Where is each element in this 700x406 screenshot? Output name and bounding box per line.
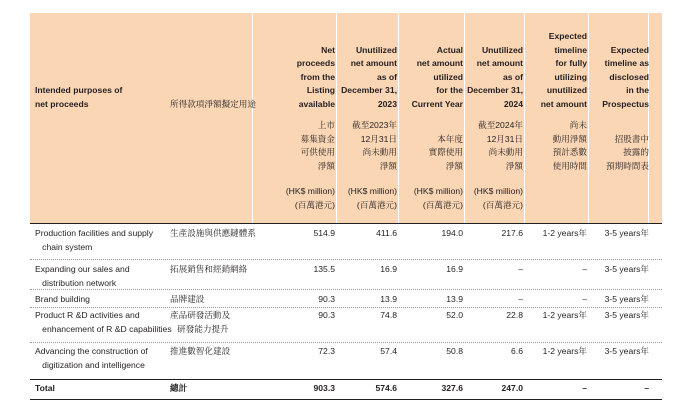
table-row-net-proceeds: 135.5 <box>313 264 335 274</box>
table-row-prospectus-timeline: 3-5 years年 <box>604 310 649 320</box>
table-row-expected-timeline: 1-2 years年 <box>542 310 587 320</box>
total-actual-utilized: 327.6 <box>441 383 463 393</box>
table-row-purpose-zh: 產品研發活動及 研發能力提升 <box>170 310 231 334</box>
header-unutilized-2024-en: Unutilized net amount as of December 31, 2024 <box>467 44 523 109</box>
table-row-expected-timeline: 1-2 years年 <box>542 228 587 238</box>
table-row-expected-timeline: – <box>582 294 587 304</box>
header-column-separator <box>336 13 337 223</box>
table-row-unutilized-2024: – <box>518 264 523 274</box>
header-column-separator <box>588 13 589 223</box>
table-row-unutilized-2023: 16.9 <box>380 264 397 274</box>
table-row-purpose-zh: 品牌建設 <box>170 294 205 304</box>
row-divider <box>30 259 662 260</box>
header-prospectus-timeline-en: Expected timeline as disclosed in the Prospectus <box>602 44 649 109</box>
header-net-proceeds-zh: 上市 募集資金 可供使用 淨額 <box>300 120 335 171</box>
total-top-rule <box>30 379 662 380</box>
header-unutilized-2023-unit: (HK$ million) (百萬港元) <box>347 186 397 210</box>
header-prospectus-timeline-zh: 招股書中 披露的 預期時間表 <box>606 133 649 171</box>
table-row-prospectus-timeline: 3-5 years年 <box>604 228 649 238</box>
table-row-net-proceeds: 90.3 <box>318 294 335 304</box>
table-row-prospectus-timeline: 3-5 years年 <box>604 346 649 356</box>
table-row-actual-utilized: 13.9 <box>446 294 463 304</box>
table-row-prospectus-timeline: 3-5 years年 <box>604 264 649 274</box>
header-expected-timeline-en: Expected timeline for fully utilizing unutilized net amount <box>540 31 587 109</box>
header-unutilized-2024-zh: 截至2024年 12月31日 尚未動用 淨額 <box>478 120 523 171</box>
table-row-unutilized-2023: 74.8 <box>380 310 397 320</box>
total-unutilized-2023: 574.6 <box>375 383 397 393</box>
header-net-proceeds-unit: (HK$ million) (百萬港元) <box>285 186 335 210</box>
table-row-actual-utilized: 52.0 <box>446 310 463 320</box>
header-column-separator <box>464 13 465 223</box>
header-actual-utilized-zh: 本年度 實際使用 淨額 <box>428 133 463 171</box>
header-net-proceeds-en: Net proceeds from the Listing available <box>296 44 335 109</box>
table-row-purpose-zh: 推進數智化建設 <box>170 346 231 356</box>
table-row-purpose-zh: 生產設施與供應鏈體系 <box>170 228 256 238</box>
header-column-separator <box>524 13 525 223</box>
table-row-unutilized-2023: 57.4 <box>380 346 397 356</box>
table-row-purpose-zh: 拓展銷售和經銷網絡 <box>170 264 248 274</box>
total-prospectus-timeline: – <box>644 383 649 393</box>
row-divider <box>30 289 662 290</box>
total-bottom-rule <box>30 399 662 400</box>
table-row-unutilized-2024: 6.6 <box>511 346 523 356</box>
table-row-net-proceeds: 514.9 <box>313 228 335 238</box>
table-row-unutilized-2023: 411.6 <box>376 228 397 238</box>
header-unutilized-2023-en: Unutilized net amount as of December 31, 2023 <box>341 44 397 109</box>
table-row-purpose-en: Advancing the construction of digitization and intelligence <box>35 346 148 370</box>
table-row-purpose-en: Expanding our sales and distribution network <box>35 264 130 288</box>
header-column-separator <box>398 13 399 223</box>
table-row-actual-utilized: 194.0 <box>441 228 463 238</box>
table-row-expected-timeline: – <box>582 264 587 274</box>
table-row-unutilized-2023: 13.9 <box>380 294 397 304</box>
header-expected-timeline-zh: 尚未 動用淨額 預計悉數 使用時間 <box>552 120 587 171</box>
header-unutilized-2024-unit: (HK$ million) (百萬港元) <box>473 186 523 210</box>
row-divider <box>30 342 662 343</box>
total-label-zh: 總計 <box>170 383 188 393</box>
header-unutilized-2023-zh: 截至2023年 12月31日 尚未動用 淨額 <box>352 120 397 171</box>
total-expected-timeline: – <box>582 383 587 393</box>
header-column-separator <box>252 13 253 223</box>
header-actual-utilized-en: Actual net amount utilized for the Current Year <box>411 44 463 109</box>
table-row-actual-utilized: 16.9 <box>446 264 463 274</box>
header-purposes-en: Intended purposes of net proceeds <box>35 85 123 109</box>
table-row-purpose-en: Production facilities and supply chain system <box>35 228 153 252</box>
table-row-prospectus-timeline: 3-5 years年 <box>604 294 649 304</box>
total-net-proceeds: 903.3 <box>313 383 335 393</box>
header-actual-utilized-unit: (HK$ million) (百萬港元) <box>413 186 463 210</box>
table-row-purpose-en: Brand building <box>35 294 90 304</box>
header-purposes-zh: 所得款項淨額擬定用途 <box>170 99 256 109</box>
table-row-purpose-en: Product R &D activities and enhancement of R &D capabilities <box>35 310 172 334</box>
header-rule <box>30 223 662 224</box>
table-row-unutilized-2024: 217.6 <box>501 228 523 238</box>
table-row-net-proceeds: 72.3 <box>318 346 335 356</box>
table-row-unutilized-2024: 22.8 <box>506 310 523 320</box>
table-row-expected-timeline: 1-2 years年 <box>542 346 587 356</box>
table-row-actual-utilized: 50.8 <box>446 346 463 356</box>
table-row-unutilized-2024: – <box>518 294 523 304</box>
row-divider <box>30 307 662 308</box>
total-label-en: Total <box>35 383 55 393</box>
table-row-net-proceeds: 90.3 <box>318 310 335 320</box>
total-unutilized-2024: 247.0 <box>501 383 523 393</box>
